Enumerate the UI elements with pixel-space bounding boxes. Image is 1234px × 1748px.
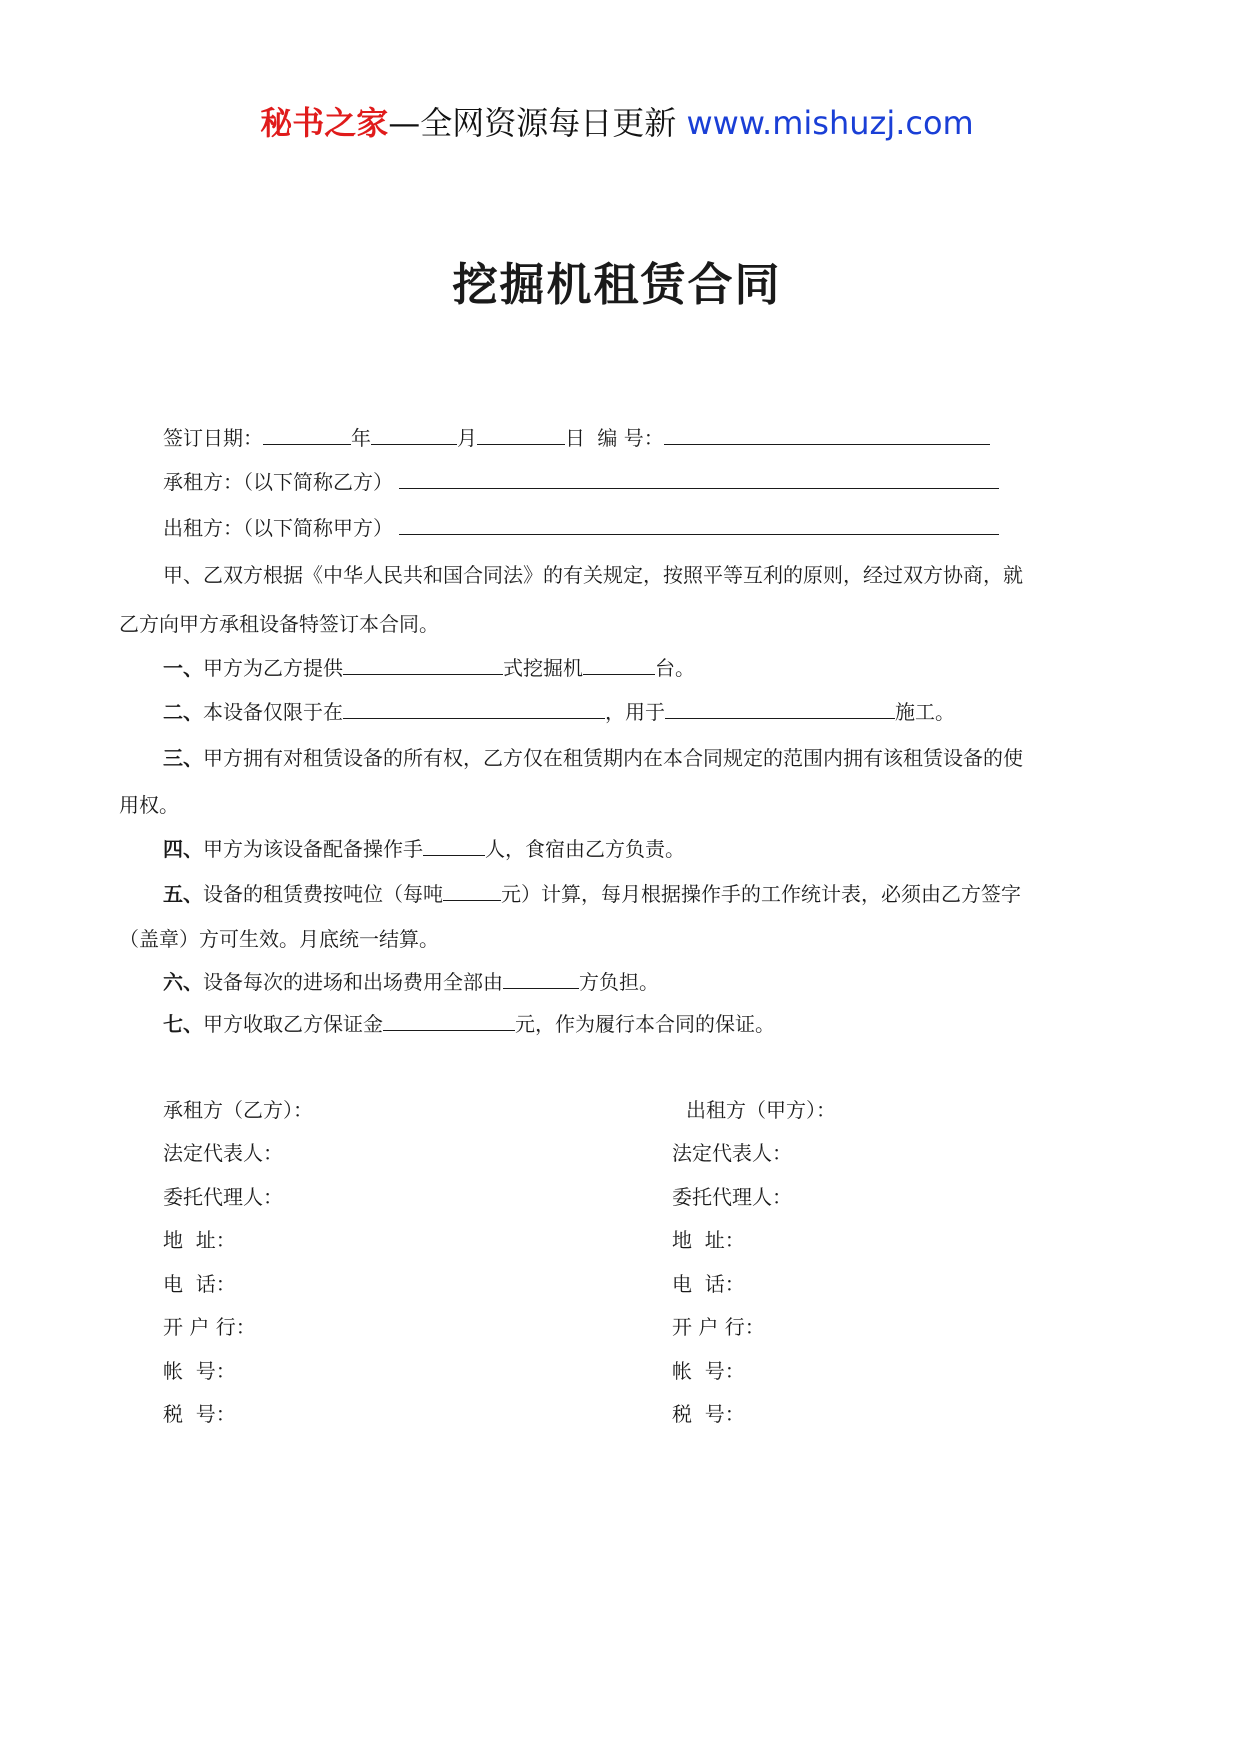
clause-number: 四、	[163, 837, 203, 861]
lessor-bank: 开 户 行：	[672, 1315, 765, 1339]
lessee-signature-title: 承租方（乙方）：	[163, 1098, 313, 1122]
excavator-type-blank[interactable]	[343, 656, 503, 675]
lessor-signature-title: 出租方（甲方）：	[686, 1098, 836, 1122]
clause-text: 本设备仅限于在	[203, 700, 343, 724]
day-label: 日	[565, 426, 585, 450]
lessor-tax-id: 税 号：	[672, 1402, 745, 1426]
lessor-legal-rep: 法定代表人：	[672, 1141, 792, 1165]
lessee-legal-rep: 法定代表人：	[163, 1141, 283, 1165]
excavator-count-blank[interactable]	[583, 656, 655, 675]
clause-3	[163, 746, 1023, 770]
clause-text: 元）计算，每月根据操作手的工作统计表，必须由乙方签字	[501, 882, 1021, 906]
day-blank[interactable]	[477, 426, 565, 445]
site-header	[0, 98, 1234, 144]
clause-4	[163, 837, 685, 861]
purpose-blank[interactable]	[665, 700, 895, 719]
lessor-blank[interactable]	[399, 516, 999, 535]
clause-text: 人，食宿由乙方负责。	[485, 837, 685, 861]
clause-text: 甲方拥有对租赁设备的所有权，乙方仅在租赁期内在本合同规定的范围内拥有该租赁设备的使	[203, 746, 1023, 770]
year-blank[interactable]	[263, 426, 351, 445]
sign-date-line	[163, 426, 990, 450]
clause-number: 七、	[163, 1012, 203, 1036]
lessee-account: 帐 号：	[163, 1359, 236, 1383]
site-tagline: —全网资源每日更新	[388, 104, 677, 142]
site-brand: 秘书之家	[260, 104, 389, 142]
rate-per-ton-blank[interactable]	[443, 882, 501, 901]
clause-text: 式挖掘机	[503, 656, 583, 680]
clause-number: 一、	[163, 656, 203, 680]
clause-text: 甲方为乙方提供	[203, 656, 343, 680]
clause-text: 甲方收取乙方保证金	[203, 1012, 383, 1036]
clause-text: 元，作为履行本合同的保证。	[515, 1012, 775, 1036]
lessee-address: 地 址：	[163, 1228, 236, 1252]
lessee-agent: 委托代理人：	[163, 1185, 283, 1209]
lessor-line	[163, 516, 999, 540]
intro-line-1: 甲、乙双方根据《中华人民共和国合同法》的有关规定，按照平等互利的原则，经过双方协商，就	[163, 563, 1023, 587]
month-blank[interactable]	[371, 426, 457, 445]
intro-line-2: 乙方向甲方承租设备特签订本合同。	[119, 612, 439, 636]
contract-number-blank[interactable]	[664, 426, 990, 445]
cost-party-blank[interactable]	[503, 970, 579, 989]
lessor-account: 帐 号：	[672, 1359, 745, 1383]
clause-text: 甲方为该设备配备操作手	[203, 837, 423, 861]
clause-text: 施工。	[895, 700, 955, 724]
deposit-blank[interactable]	[383, 1012, 515, 1031]
document-title: 挖掘机租赁合同	[452, 258, 782, 311]
clause-text: 台。	[655, 656, 695, 680]
lessor-address: 地 址：	[672, 1228, 745, 1252]
clause-number: 六、	[163, 970, 203, 994]
clause-text: 设备每次的进场和出场费用全部由	[203, 970, 503, 994]
clause-number: 三、	[163, 746, 203, 770]
contract-number-label: 编 号：	[597, 426, 664, 450]
lessor-agent: 委托代理人：	[672, 1185, 792, 1209]
clause-text: 设备的租赁费按吨位（每吨	[203, 882, 443, 906]
clause-number: 五、	[163, 882, 203, 906]
lessee-label: 承租方：（以下简称乙方）	[163, 470, 393, 494]
clause-3-continued: 用权。	[119, 793, 179, 817]
year-label: 年	[351, 426, 371, 450]
clause-5-continued: （盖章）方可生效。月底统一结算。	[119, 927, 439, 951]
lessee-phone: 电 话：	[163, 1272, 236, 1296]
location-blank[interactable]	[343, 700, 605, 719]
month-label: 月	[457, 426, 477, 450]
site-url-link[interactable]: www.mishuzj.com	[686, 104, 974, 142]
lessee-tax-id: 税 号：	[163, 1402, 236, 1426]
clause-1	[163, 656, 695, 680]
lessee-line	[163, 470, 999, 494]
lessee-blank[interactable]	[399, 470, 999, 489]
clause-2	[163, 700, 955, 724]
clause-7	[163, 1012, 775, 1036]
clause-text: 方负担。	[579, 970, 659, 994]
clause-6	[163, 970, 659, 994]
lessor-phone: 电 话：	[672, 1272, 745, 1296]
operator-count-blank[interactable]	[423, 837, 485, 856]
clause-text: ，用于	[605, 700, 665, 724]
sign-date-label: 签订日期：	[163, 426, 263, 450]
clause-number: 二、	[163, 700, 203, 724]
lessee-bank: 开 户 行：	[163, 1315, 256, 1339]
lessor-label: 出租方：（以下简称甲方）	[163, 516, 393, 540]
clause-5	[163, 882, 1021, 906]
